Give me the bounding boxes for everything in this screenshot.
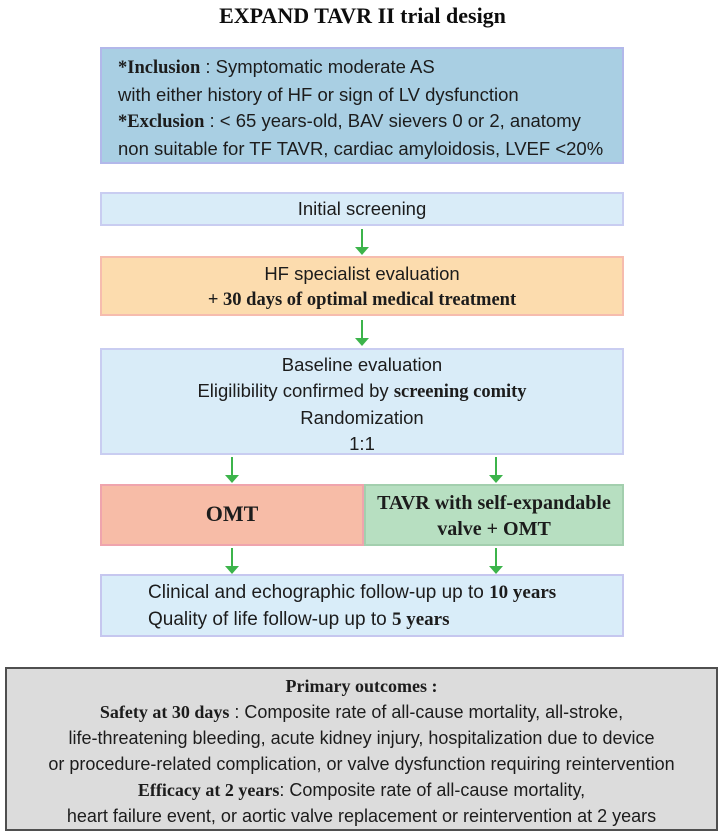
hf-evaluation-box (100, 256, 624, 316)
arrow-down-icon (224, 457, 240, 483)
criteria-line-2: with either history of HF or sign of LV dysfunction (118, 83, 519, 105)
exclusion-text: : < 65 years-old, BAV sievers 0 or 2, anatomy (204, 110, 581, 131)
tavr-box (364, 484, 624, 546)
safety-label: Safety at 30 days (99, 702, 230, 722)
efficacy-text: : Composite rate of all-cause mortality, (279, 780, 586, 800)
arrow-head (225, 566, 239, 574)
arrow-down-icon (224, 548, 240, 574)
followup-line-2 (148, 606, 622, 633)
outcomes-heading: Primary outcomes : (285, 676, 438, 696)
inclusion-text: : Symptomatic moderate AS (200, 56, 435, 77)
followup-10-years: 10 years (489, 582, 557, 603)
screening-comity-text: screening comity (393, 381, 527, 402)
arrow-stem (495, 457, 497, 475)
criteria-line-1 (118, 54, 622, 82)
arrow-stem (231, 548, 233, 566)
safety-text: : Composite rate of all-cause mortality, all-stroke, (229, 702, 624, 722)
arrow-stem (495, 548, 497, 566)
followup-qol-text: Quality of life follow-up up to (148, 609, 392, 630)
followup-line-1 (148, 579, 622, 606)
followup-5-years: 5 years (391, 609, 450, 630)
arrow-stem (361, 229, 363, 247)
baseline-line-2 (102, 378, 622, 406)
baseline-line-1: Baseline evaluation (281, 354, 443, 375)
arrow-head (489, 566, 503, 574)
outcomes-box (5, 667, 718, 831)
arrow-down-icon (354, 229, 370, 255)
hf-evaluation-line-2: + 30 days of optimal medical treatment (207, 290, 517, 310)
arrow-head (225, 475, 239, 483)
hf-evaluation-line-1: HF specialist evaluation (264, 263, 460, 284)
arrow-stem (361, 320, 363, 338)
eligibility-text: Eligilibility confirmed by (197, 379, 394, 401)
efficacy-label: Efficacy at 2 years (137, 780, 280, 800)
criteria-line-4: non suitable for TF TAVR, cardiac amyloidosis, LVEF <20% (118, 137, 604, 159)
arrow-head (355, 338, 369, 346)
initial-screening-label: Initial screening (297, 198, 427, 219)
outcomes-line-4: or procedure-related complication, or valve dysfunction requiring reintervention (48, 754, 675, 774)
arrow-head (355, 247, 369, 255)
outcomes-line-5 (7, 777, 716, 803)
randomization-ratio: 1:1 (349, 432, 375, 454)
arrow-head (489, 475, 503, 483)
omt-box (100, 484, 364, 546)
exclusion-label: *Exclusion (118, 112, 205, 132)
arrow-stem (231, 457, 233, 475)
baseline-box (100, 348, 624, 455)
criteria-box (100, 47, 624, 164)
arrow-down-icon (488, 457, 504, 483)
outcomes-line-6: heart failure event, or aortic valve replacement or reintervention at 2 years (66, 806, 657, 826)
outcomes-line-3: life-threatening bleeding, acute kidney injury, hospitalization due to device (68, 728, 655, 748)
initial-screening-box (100, 192, 624, 226)
outcomes-line-2 (7, 699, 716, 725)
arrow-down-icon (488, 548, 504, 574)
inclusion-label: *Inclusion (118, 58, 201, 78)
tavr-line-1: TAVR with self-expandable (377, 492, 611, 514)
followup-box (100, 574, 624, 637)
omt-label: OMT (205, 501, 259, 526)
tavr-line-2: valve + OMT (437, 518, 551, 540)
baseline-line-3: Randomization (300, 407, 424, 428)
criteria-line-3 (118, 108, 622, 136)
followup-clinical-text: Clinical and echographic follow-up up to (148, 582, 490, 603)
arrow-down-icon (354, 320, 370, 346)
page-title: EXPAND TAVR II trial design (219, 3, 506, 28)
